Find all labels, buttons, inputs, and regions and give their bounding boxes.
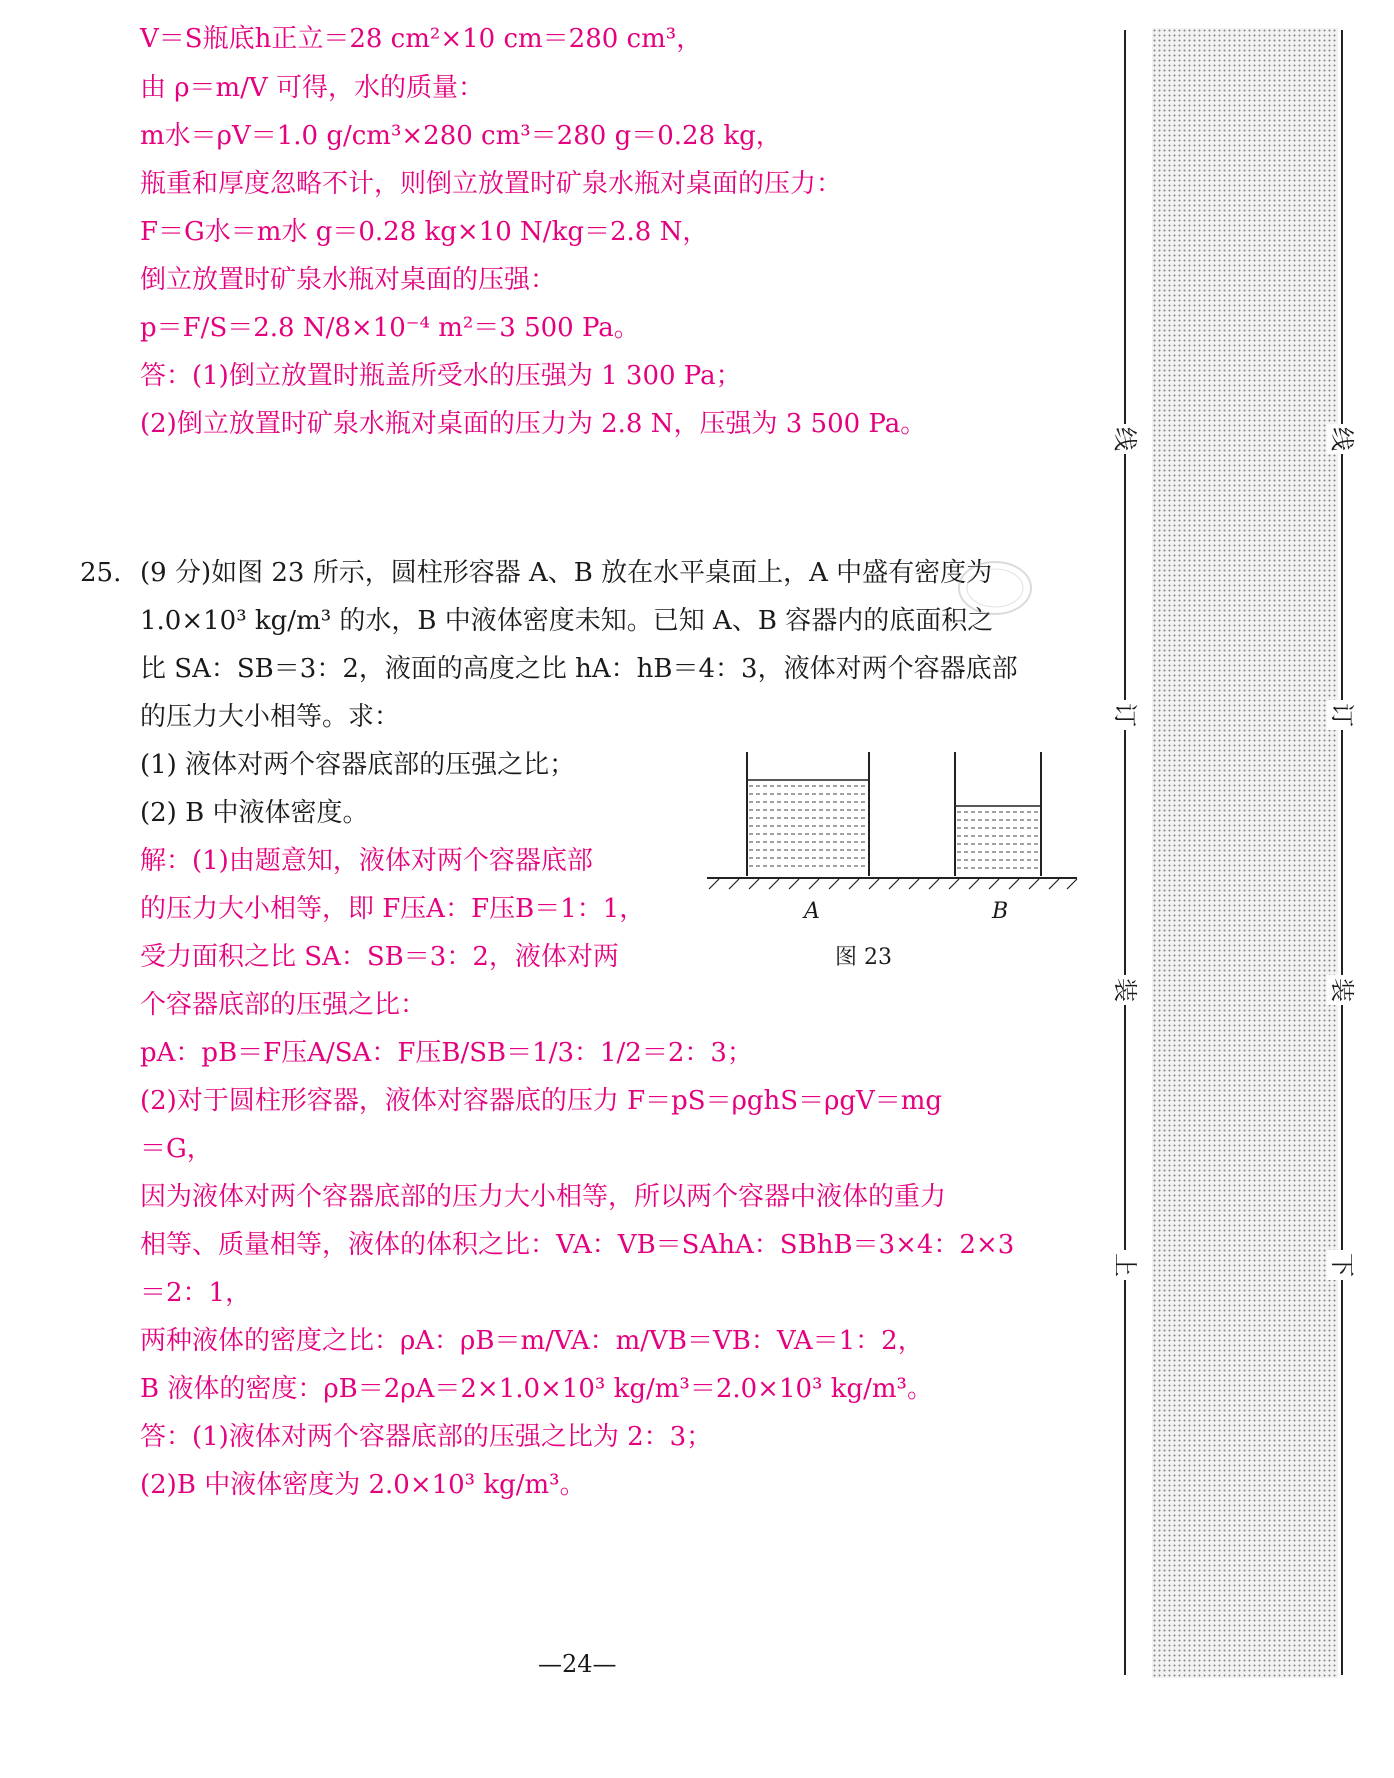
answer-line: 的压力大小相等，即 F压A：F压B＝1：1， (140, 894, 646, 924)
answer-line: 因为液体对两个容器底部的压力大小相等，所以两个容器中液体的重力 (140, 1182, 947, 1212)
binding-label: 订 (1327, 700, 1357, 730)
figure-label-b: B (992, 899, 1009, 924)
answer-line: m水＝ρV＝1.0 g/cm³×280 cm³＝280 g＝0.28 kg， (140, 121, 782, 151)
answer-line: 解：(1)由题意知，液体对两个容器底部 (140, 846, 593, 876)
binding-label: 装 (1327, 975, 1357, 1005)
question-line: (2) B 中液体密度。 (140, 798, 369, 828)
binding-label: 订 (1110, 700, 1140, 730)
page-number: —24— (538, 1650, 617, 1678)
question-line: 比 SA：SB＝3：2，液面的高度之比 hA：hB＝4：3，液体对两个容器底部 (140, 654, 1018, 684)
binding-label: 下 (1327, 1250, 1357, 1280)
question-line: (9 分)如图 23 所示，圆柱形容器 A、B 放在水平桌面上，A 中盛有密度为 (140, 558, 993, 588)
answer-line: pA：pB＝F压A/SA：F压B/SB＝1/3：1/2＝2：3； (140, 1038, 753, 1068)
binding-pattern (1152, 28, 1338, 1678)
answer-line: (2)对于圆柱形容器，液体对容器底的压力 F＝pS＝ρghS＝ρgV＝mg (140, 1086, 943, 1116)
answer-line: V＝S瓶底h正立＝28 cm²×10 cm＝280 cm³， (140, 24, 703, 54)
answer-line: 答：(1)倒立放置时瓶盖所受水的压强为 1 300 Pa； (140, 361, 742, 391)
answer-line: p＝F/S＝2.8 N/8×10⁻⁴ m²＝3 500 Pa。 (140, 313, 640, 343)
answer-line: (2)B 中液体密度为 2.0×10³ kg/m³。 (140, 1470, 586, 1500)
question-line: 的压力大小相等。求： (140, 702, 401, 732)
stamp-watermark (955, 558, 1035, 618)
answer-line: 由 ρ＝m/V 可得，水的质量： (140, 73, 485, 103)
binding-line-right (1341, 30, 1343, 1675)
container-b (955, 752, 1041, 876)
binding-label: 线 (1327, 424, 1357, 454)
question-line: 1.0×10³ kg/m³ 的水，B 中液体密度未知。已知 A、B 容器内的底面积之 (140, 606, 994, 636)
container-a (747, 752, 869, 876)
answer-line: 个容器底部的压强之比： (140, 990, 427, 1020)
answer-line: ＝G， (140, 1134, 213, 1164)
answer-line: B 液体的密度：ρB＝2ρA＝2×1.0×10³ kg/m³＝2.0×10³ kg/m³。 (140, 1374, 933, 1404)
answer-line: 受力面积之比 SA：SB＝3：2，液体对两 (140, 942, 619, 972)
question-number: 25. (80, 558, 122, 588)
answer-line: 瓶重和厚度忽略不计，则倒立放置时矿泉水瓶对桌面的压力： (140, 169, 843, 199)
answer-line: 倒立放置时矿泉水瓶对桌面的压强： (140, 265, 557, 295)
figure-label-a: A (804, 899, 820, 924)
table-surface (707, 878, 1077, 889)
answer-line: 两种液体的密度之比：ρA：ρB＝m/VA：m/VB＝VB：VA＝1：2， (140, 1326, 924, 1356)
binding-label: 线 (1110, 424, 1140, 454)
binding-line-left (1124, 30, 1126, 1675)
figure-23 (705, 748, 1085, 978)
figure-caption: 图 23 (835, 945, 892, 970)
answer-line: ＝2：1， (140, 1278, 252, 1308)
binding-label: 装 (1110, 975, 1140, 1005)
answer-line: 答：(1)液体对两个容器底部的压强之比为 2：3； (140, 1422, 713, 1452)
binding-label: 上 (1110, 1250, 1140, 1280)
answer-line: F＝G水＝m水 g＝0.28 kg×10 N/kg＝2.8 N， (140, 217, 709, 247)
answer-line: (2)倒立放置时矿泉水瓶对桌面的压力为 2.8 N，压强为 3 500 Pa。 (140, 409, 927, 439)
question-line: (1) 液体对两个容器底部的压强之比； (140, 750, 576, 780)
answer-line: 相等、质量相等，液体的体积之比：VA：VB＝SAhA：SBhB＝3×4：2×3 (140, 1230, 1015, 1260)
